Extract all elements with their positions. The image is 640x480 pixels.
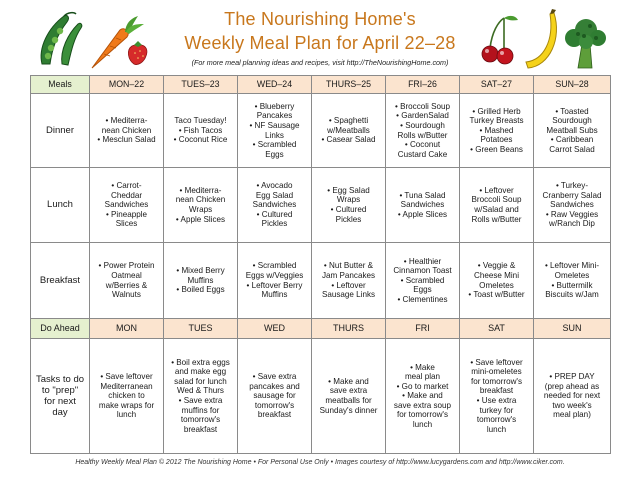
- cell-line: • Scrambled: [400, 275, 445, 285]
- cell-line: w/Berries &: [105, 280, 148, 290]
- task-cell: [238, 339, 312, 454]
- cell-line: (prep ahead as: [544, 381, 600, 391]
- cell-line: Biscuits w/Jam: [545, 290, 599, 300]
- cell-line: Muffins: [261, 290, 288, 300]
- cell-line: • Caribbean: [550, 135, 594, 145]
- cell-line: Broccoli Soup: [471, 195, 522, 205]
- cell-line: Custard Cake: [397, 149, 448, 159]
- task-cell: [164, 339, 238, 454]
- pea-pod-icon: [41, 13, 82, 65]
- cell-line: breakfast: [479, 386, 514, 396]
- cell-line: Rolls w/Butter: [397, 130, 448, 140]
- cell-line: lunch: [412, 419, 433, 429]
- do-ahead-header: Do Ahead: [31, 319, 90, 339]
- day-header: TUES–23: [164, 76, 238, 94]
- task-cell: [312, 339, 386, 454]
- cell-line: • Leftover: [331, 280, 366, 290]
- cell-line: • Healthier: [403, 256, 442, 266]
- cell-line: muffins for: [181, 405, 220, 415]
- dinner-row: [31, 94, 611, 168]
- cell-line: and make egg: [174, 367, 227, 377]
- cell-line: tomorrow's: [180, 415, 221, 425]
- task-cell: [386, 339, 460, 454]
- cell-line: sausage for: [253, 391, 296, 401]
- row-label-breakfast: Breakfast: [31, 243, 90, 319]
- cell-line: • Save leftover: [100, 372, 153, 382]
- cell-line: Turkey Breasts: [469, 116, 524, 126]
- cell-line: • Blueberry: [254, 101, 295, 111]
- lunch-row: [31, 168, 611, 243]
- cell-line: • Coconut: [404, 140, 441, 150]
- cell-line: Eggs w/Veggies: [245, 270, 304, 280]
- cell-line: • Mesclun Salad: [97, 135, 156, 145]
- cell-line: • Save extra: [252, 372, 297, 382]
- cell-line: Sandwiches: [252, 200, 297, 210]
- cell-line: tomorrow's: [476, 415, 517, 425]
- cell-line: • Power Protein: [98, 261, 155, 271]
- cell-line: • PREP DAY: [549, 372, 595, 382]
- cell-line: Tasks to do: [35, 373, 85, 385]
- cell-line: • Tuna Salad: [399, 190, 446, 200]
- strawberry-icon: [128, 41, 147, 65]
- cell-line: Wraps: [336, 195, 361, 205]
- cell-line: • Toast w/Butter: [468, 290, 525, 300]
- cell-line: • Make and: [328, 376, 369, 386]
- meal-cell: [460, 168, 534, 243]
- day-header: FRI: [386, 319, 460, 339]
- meals-header: Meals: [31, 76, 90, 94]
- day-header: WED–24: [238, 76, 312, 94]
- cell-line: • GardenSalad: [396, 111, 449, 121]
- do-ahead-row: [31, 339, 611, 454]
- cell-line: Walnuts: [112, 290, 141, 300]
- meal-cell: [386, 94, 460, 168]
- cell-line: make wraps for: [98, 400, 155, 410]
- cell-line: meatballs for: [325, 396, 372, 405]
- meal-cell: [460, 94, 534, 168]
- day-header: MON: [90, 319, 164, 339]
- cell-line: Eggs: [265, 149, 284, 159]
- cell-line: lunch: [116, 410, 137, 420]
- cell-line: • Egg Salad: [327, 185, 370, 195]
- cell-line: • Scrambled: [252, 261, 297, 271]
- cell-line: for tomorrow's: [470, 376, 523, 386]
- cell-line: Slices: [115, 219, 138, 229]
- cell-line: two week's: [552, 400, 592, 410]
- cell-line: • Raw Veggies: [545, 209, 599, 219]
- cell-line: w/Ranch Dip: [549, 219, 595, 229]
- cell-line: • Boil extra eggs: [171, 357, 230, 367]
- cell-line: • Coconut Rice: [173, 135, 228, 145]
- day-header: SAT: [460, 319, 534, 339]
- cell-line: • Mashed: [479, 125, 514, 135]
- meal-cell: [90, 243, 164, 319]
- vegetable-art: [34, 10, 152, 72]
- day-header: SUN: [534, 319, 611, 339]
- cell-line: • Broccoli Soup: [394, 101, 451, 111]
- cell-line: meal plan: [404, 372, 441, 382]
- fruit-art: [478, 8, 606, 72]
- cell-line: • Veggie &: [477, 261, 516, 271]
- cell-line: Meatball Subs: [546, 125, 598, 135]
- cell-line: lunch: [486, 424, 507, 434]
- cell-line: Oatmeal: [111, 270, 142, 280]
- row-label-dinner: Dinner: [31, 94, 90, 168]
- meal-cell: [534, 94, 611, 168]
- day-header-row: [31, 76, 611, 94]
- page-header: [0, 0, 640, 74]
- task-cell: [90, 339, 164, 454]
- meal-plan-table: [30, 75, 611, 454]
- meal-cell: [460, 243, 534, 319]
- cell-line: Eggs: [413, 285, 432, 295]
- day-header: SUN–28: [534, 76, 611, 94]
- cell-line: • Make and: [402, 391, 443, 401]
- cell-line: w/Salad and: [474, 205, 519, 214]
- cell-line: • Sourdough: [400, 120, 445, 130]
- row-label-tasks: [31, 339, 90, 454]
- meal-cell: [534, 243, 611, 319]
- day-header: WED: [238, 319, 312, 339]
- cell-line: • Casear Salad: [321, 135, 376, 145]
- breakfast-row: [31, 243, 611, 319]
- cell-line: • Grilled Herb: [472, 106, 521, 116]
- cell-line: Muffins: [187, 275, 214, 285]
- footer-credits: Healthy Weekly Meal Plan © 2012 The Nourishing Home • For Personal Use Only • Images courtesy of http://www.lucygardens.com and http://www.ciker.com.: [75, 459, 565, 466]
- day-header: TUES: [164, 319, 238, 339]
- cell-line: • Turkey-: [555, 181, 589, 191]
- cell-line: for next: [44, 396, 76, 407]
- cell-line: nean Chicken: [175, 195, 226, 205]
- cell-line: • Buttermilk: [551, 280, 593, 290]
- cell-line: • Leftover Berry: [246, 280, 303, 290]
- meal-cell: [238, 243, 312, 319]
- cell-line: breakfast: [257, 410, 292, 420]
- cell-line: • Boiled Eggs: [176, 285, 225, 295]
- cell-line: • Pineapple: [105, 209, 148, 219]
- do-ahead-header-row: [31, 319, 611, 339]
- cell-line: Cranberry Salad: [542, 190, 602, 200]
- cell-line: • Save leftover: [470, 357, 523, 367]
- cell-line: save extra: [329, 386, 368, 396]
- cell-line: Cheddar: [110, 190, 143, 200]
- cell-line: • Go to market: [396, 381, 449, 391]
- cell-line: Carrot Salad: [549, 144, 595, 154]
- cell-line: Pickles: [261, 219, 288, 229]
- meal-cell: [164, 168, 238, 243]
- cell-line: Sunday's dinner: [319, 405, 378, 415]
- cell-line: Cheese Mini: [474, 270, 519, 280]
- cell-line: for tomorrow's: [396, 410, 449, 420]
- cell-line: Rolls w/Butter: [471, 214, 522, 224]
- cell-line: day: [52, 407, 68, 419]
- cell-line: • Toasted: [555, 106, 589, 116]
- day-header: MON–22: [90, 76, 164, 94]
- cell-line: Links: [265, 130, 284, 140]
- cell-line: Omeletes: [479, 280, 514, 290]
- cell-line: • Carrot-: [111, 181, 142, 191]
- row-label-lunch: Lunch: [31, 168, 90, 243]
- cell-line: • Save extra: [178, 396, 223, 405]
- cell-line: Sandwiches: [104, 200, 149, 210]
- cell-line: • Scrambled: [252, 140, 297, 150]
- cherries-icon: [482, 16, 518, 64]
- cell-line: Wraps: [188, 205, 213, 214]
- cell-line: meal plan): [553, 410, 591, 420]
- cell-line: pancakes and: [249, 381, 300, 391]
- task-cell: [534, 339, 611, 454]
- cell-line: • Avocado: [256, 181, 293, 191]
- cell-line: Egg Salad: [255, 190, 294, 200]
- cell-line: Sourdough: [552, 116, 592, 126]
- cell-line: tomorrow's: [254, 400, 295, 410]
- cell-line: chicken to: [108, 391, 145, 401]
- cell-line: Potatoes: [480, 135, 513, 145]
- cell-line: Cinnamon Toast: [393, 266, 452, 276]
- day-header: SAT–27: [460, 76, 534, 94]
- cell-line: • Make: [410, 362, 435, 372]
- cell-line: Taco Tuesday!: [174, 116, 227, 126]
- cell-line: salad for lunch: [174, 376, 227, 386]
- cell-line: • Use extra: [476, 396, 517, 405]
- cell-line: • Leftover: [479, 185, 514, 195]
- meal-cell: [238, 168, 312, 243]
- cell-line: needed for next: [543, 391, 601, 401]
- meal-cell: [90, 168, 164, 243]
- meal-cell: [90, 94, 164, 168]
- cell-line: • Green Beans: [470, 144, 523, 154]
- cell-line: • Nut Butter &: [323, 261, 374, 271]
- meal-cell: [312, 243, 386, 319]
- cell-line: • Apple Slices: [397, 209, 448, 219]
- cell-line: Mediterranean: [100, 381, 153, 391]
- day-header: THURS–25: [312, 76, 386, 94]
- day-header: FRI–26: [386, 76, 460, 94]
- cell-line: breakfast: [183, 424, 218, 434]
- cell-line: nean Chicken: [101, 125, 152, 135]
- cell-line: • Mixed Berry: [176, 266, 225, 276]
- cell-line: mini-omeletes: [471, 367, 522, 377]
- cell-line: Pancakes: [256, 111, 293, 121]
- cell-line: Sandwiches: [550, 200, 594, 210]
- cell-line: save extra soup: [393, 400, 452, 410]
- meal-cell: [534, 168, 611, 243]
- cell-line: • Apple Slices: [175, 214, 226, 224]
- cell-line: Sausage Links: [321, 290, 376, 300]
- cell-line: • Spaghetti: [328, 116, 369, 126]
- cell-line: • Clementines: [397, 294, 448, 304]
- cell-line: Omeletes: [554, 270, 590, 280]
- cell-line: Sandwiches: [400, 200, 445, 210]
- meal-cell: [312, 168, 386, 243]
- meal-cell: [164, 243, 238, 319]
- page-title: The Nourishing Home's: [224, 9, 416, 29]
- cell-line: Pickles: [335, 214, 362, 224]
- meal-cell: [238, 94, 312, 168]
- cell-line: to "prep": [41, 384, 79, 396]
- banana-icon: [526, 9, 556, 68]
- cell-line: • Cultured: [256, 209, 293, 219]
- meal-cell: [386, 243, 460, 319]
- page-subtitle: (For more meal planning ideas and recipes, visit http://TheNourishingHome.com): [191, 58, 449, 67]
- cell-line: turkey for: [479, 405, 514, 415]
- cell-line: • Leftover Mini-: [544, 261, 600, 271]
- cell-line: Jam Pancakes: [321, 270, 376, 280]
- meal-cell: [164, 94, 238, 168]
- cell-line: • Fish Tacos: [178, 125, 223, 135]
- cell-line: Wed & Thurs: [177, 386, 224, 396]
- page-title-date: Weekly Meal Plan for April 22–28: [184, 33, 456, 53]
- day-header: THURS: [312, 319, 386, 339]
- cell-line: • Mediterra-: [179, 185, 222, 195]
- meal-cell: [312, 94, 386, 168]
- cell-line: • Mediterra-: [105, 116, 148, 126]
- cell-line: w/Meatballs: [327, 125, 370, 135]
- cell-line: • NF Sausage: [249, 120, 300, 130]
- task-cell: [460, 339, 534, 454]
- meal-cell: [386, 168, 460, 243]
- cell-line: • Cultured: [330, 205, 367, 214]
- broccoli-icon: [565, 19, 606, 68]
